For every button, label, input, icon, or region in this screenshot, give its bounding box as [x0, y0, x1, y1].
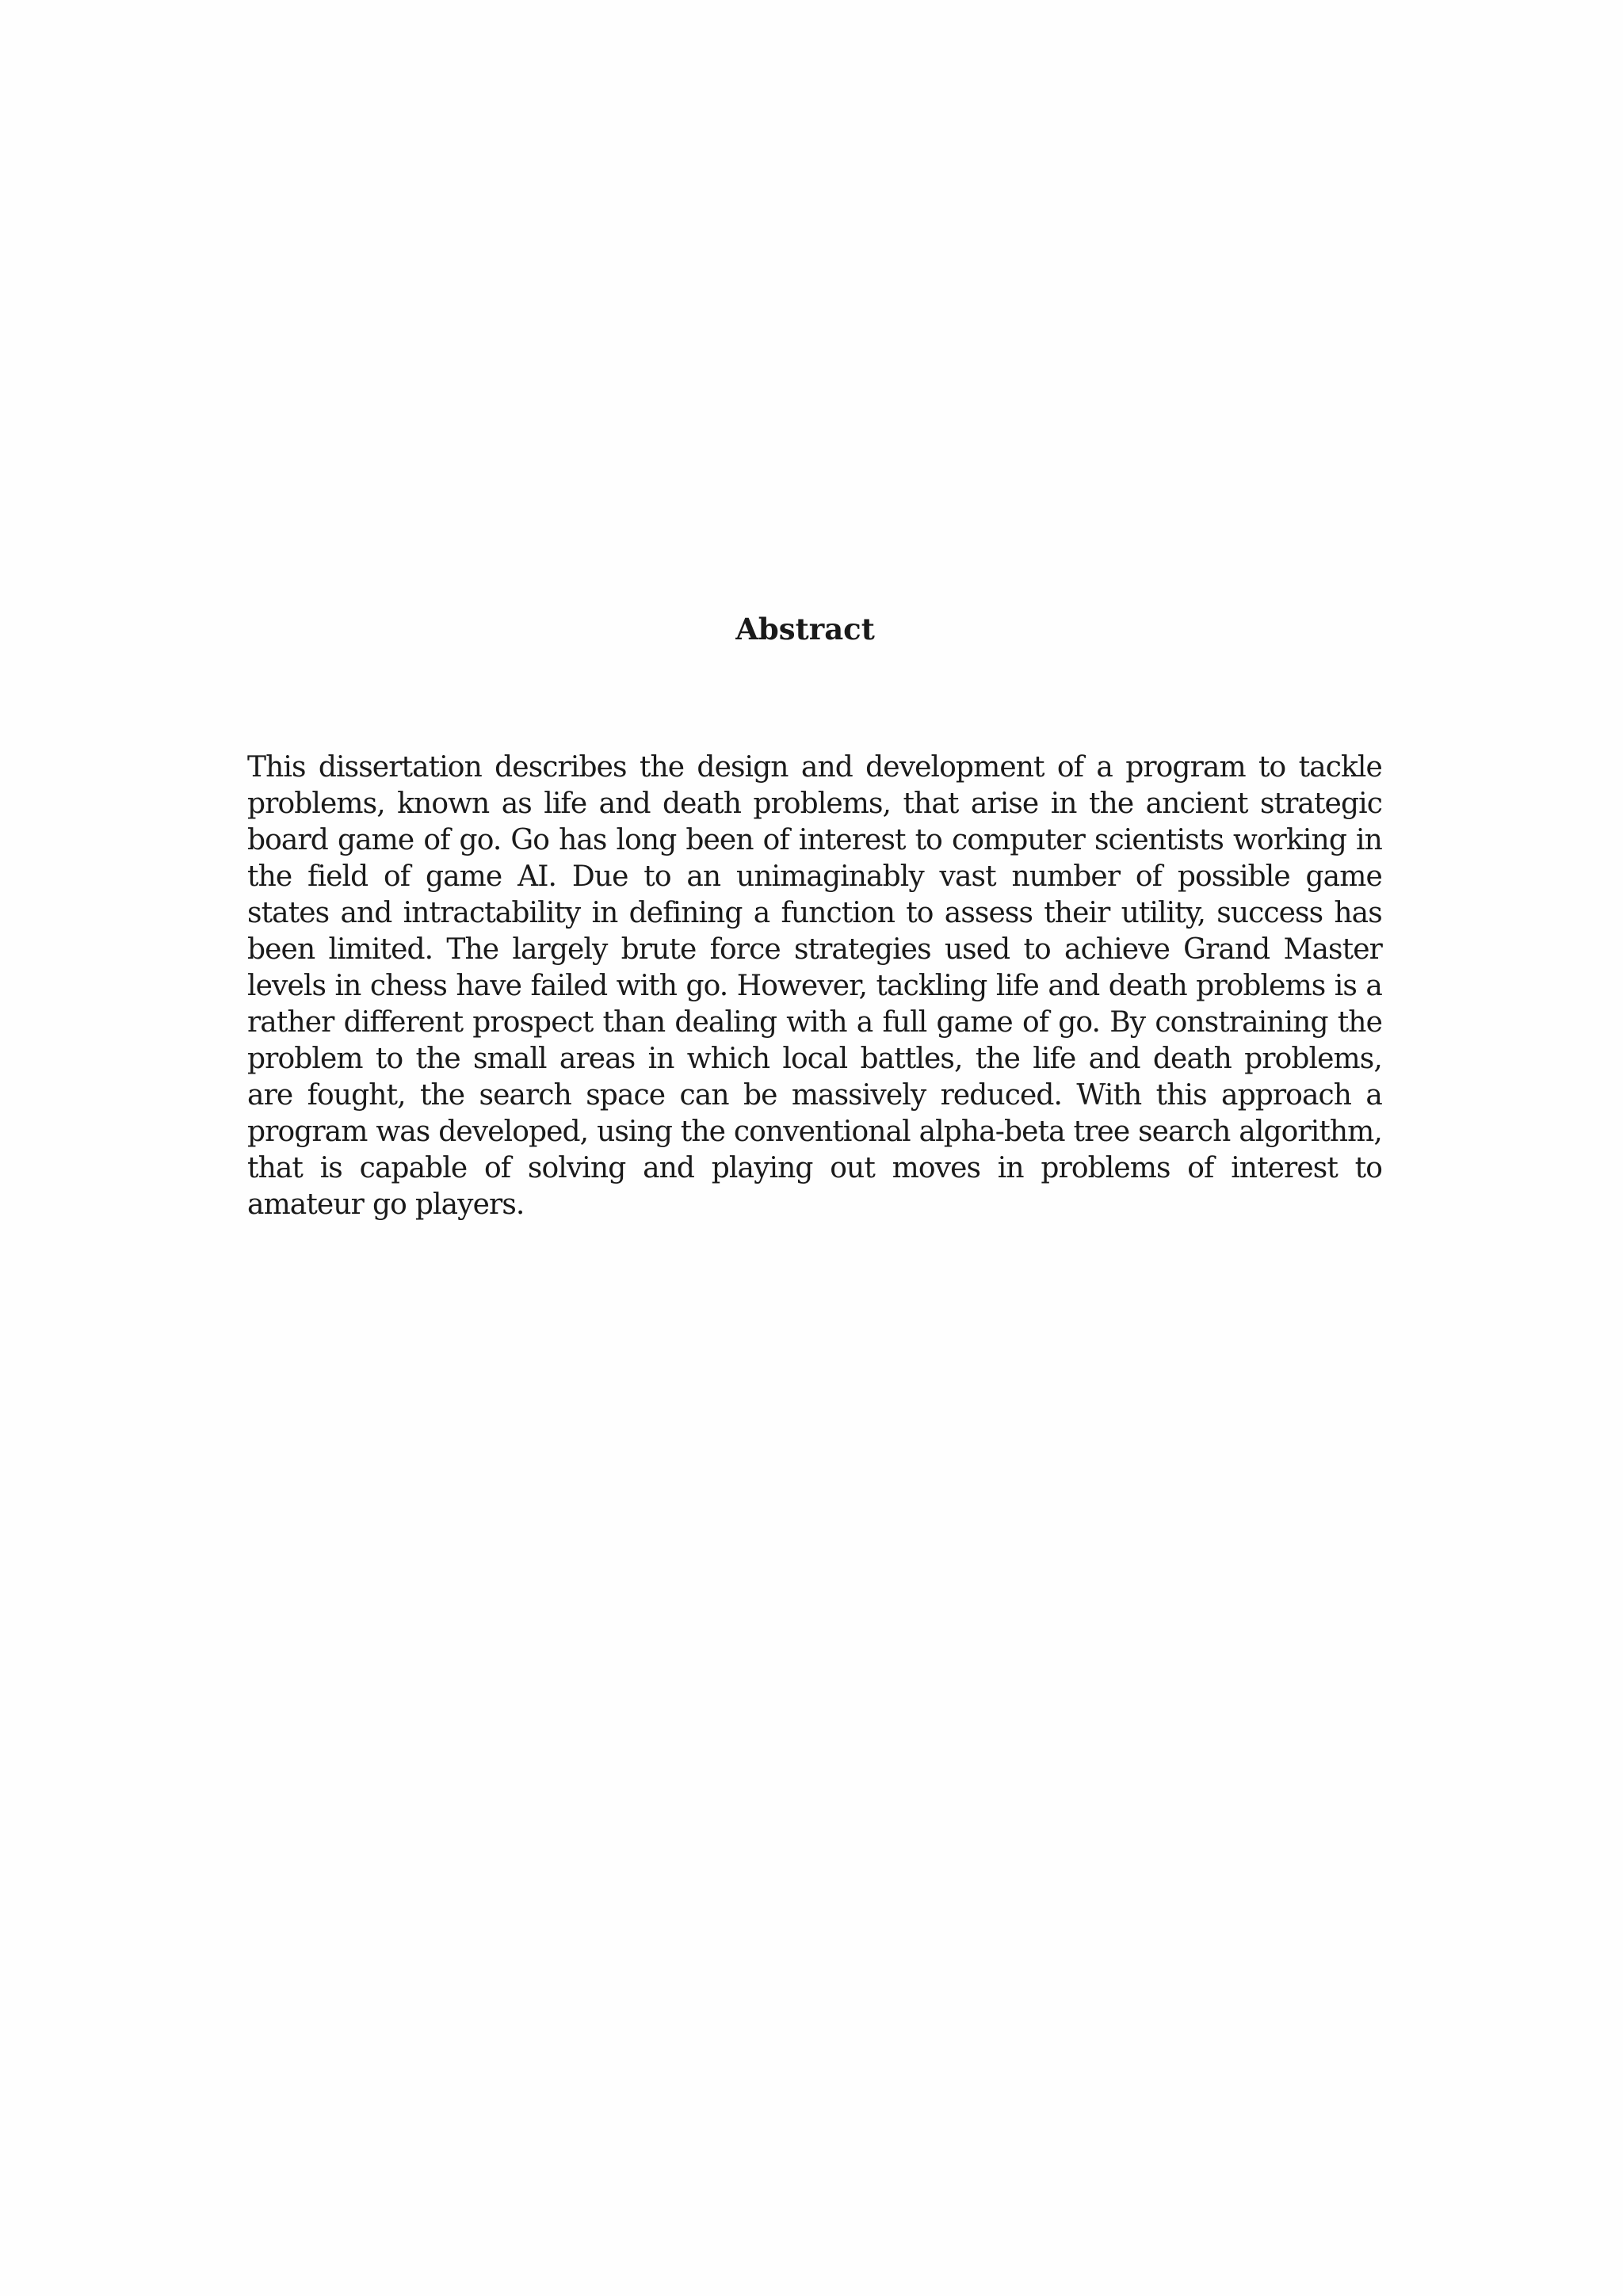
abstract-line: are fought, the search space can be massively reduced. With this approach a — [247, 1079, 1382, 1112]
abstract-line: board game of go. Go has long been of interest to computer scientists working in — [247, 824, 1382, 856]
abstract-line: amateur go players. — [247, 1188, 525, 1221]
abstract-line: This dissertation describes the design and development of a program to tackle — [247, 751, 1382, 784]
abstract-line: states and intractability in defining a function to assess their utility, success has — [247, 897, 1382, 929]
abstract-line: that is capable of solving and playing out moves in problems of interest to — [247, 1152, 1382, 1184]
abstract-line: program was developed, using the conventional alpha-beta tree search algorithm, — [247, 1116, 1382, 1148]
abstract-paragraph — [247, 749, 1382, 1223]
abstract-line: been limited. The largely brute force strategies used to achieve Grand Master — [247, 933, 1382, 966]
abstract-line: levels in chess have failed with go. However, tackling life and death problems is a — [247, 970, 1382, 1002]
abstract-line: the field of game AI. Due to an unimaginably vast number of possible game — [247, 860, 1382, 893]
abstract-line: problems, known as life and death problems, that arise in the ancient strategic — [247, 788, 1382, 820]
abstract-line: rather different prospect than dealing with a full game of go. By constraining the — [247, 1006, 1382, 1039]
abstract-line: problem to the small areas in which local battles, the life and death problems, — [247, 1043, 1382, 1075]
abstract-heading: Abstract — [735, 612, 875, 646]
